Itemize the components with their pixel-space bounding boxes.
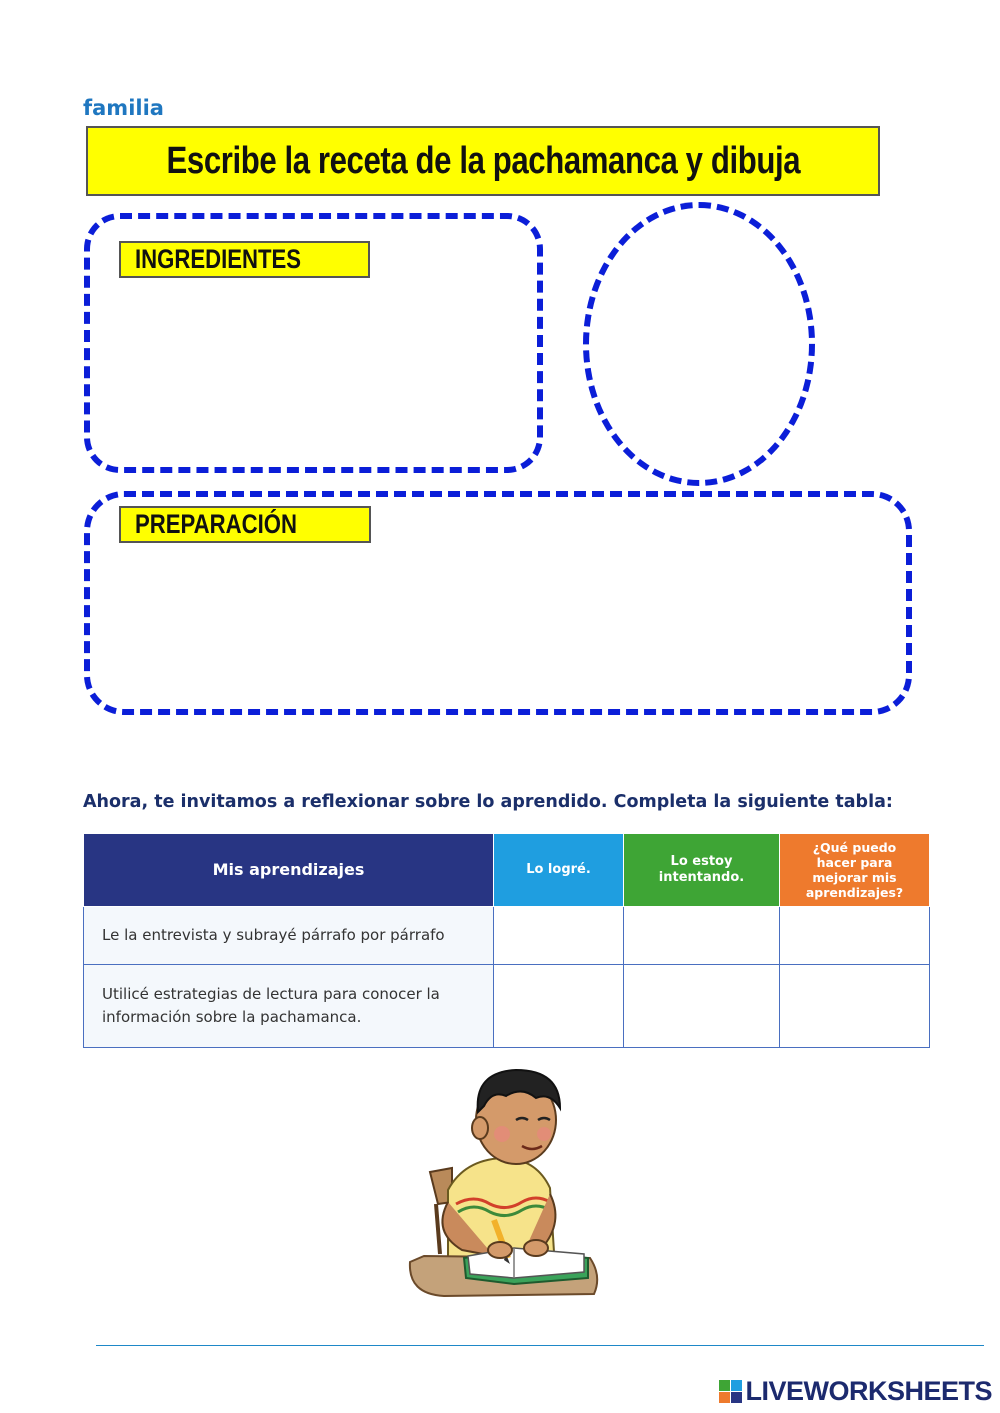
drawing-area[interactable] [583,202,815,486]
header-lo-estoy-intentando [624,834,780,907]
table-row [84,907,930,965]
header-que-puedo-hacer-text: ¿Qué puedo hacer para mejorar mis aprendizajes? [805,840,904,900]
row-1-mejorar-cell[interactable] [780,907,930,965]
ingredients-label-text: INGREDIENTES [135,244,302,274]
table-row [84,965,930,1048]
header-que-puedo-hacer [780,834,930,907]
row-2-intentando-cell[interactable] [624,965,780,1048]
row-1-lo-logre-cell[interactable] [494,907,624,965]
header-lo-estoy-intentando-text: Lo estoy intentando. [658,854,745,885]
footer-divider [96,1345,984,1346]
preparation-label [119,506,371,543]
table-header-row [84,834,930,907]
boy-writing-illustration [404,1062,604,1302]
row-1-intentando-cell[interactable] [624,907,780,965]
row-2-learning-text: Utilicé estrategias de lectura para conocer la información sobre la pachamanca. [102,984,440,1026]
ingredients-label [119,241,370,278]
instruction-text: Ahora, te invitamos a reflexionar sobre lo aprendido. Completa la siguiente tabla: [83,792,893,812]
row-2-learning [84,965,494,1048]
row-1-learning: Le la entrevista y subrayé párrafo por párrafo [84,907,494,965]
title-text: Escribe la receta de la pachamanca y dibuja [166,139,800,182]
liveworksheets-logo [719,1376,992,1407]
row-2-mejorar-cell[interactable] [780,965,930,1048]
logo-text: LIVEWORKSHEETS [745,1376,992,1406]
logo-squares-icon [719,1380,742,1403]
header-mis-aprendizajes: Mis aprendizajes [84,834,494,907]
row-2-lo-logre-cell[interactable] [494,965,624,1048]
reflection-table [83,833,930,1048]
preparation-label-text: PREPARACIÓN [135,509,297,539]
title-banner [86,126,880,196]
section-header: familia [83,96,164,120]
header-lo-logre: Lo logré. [494,834,624,907]
